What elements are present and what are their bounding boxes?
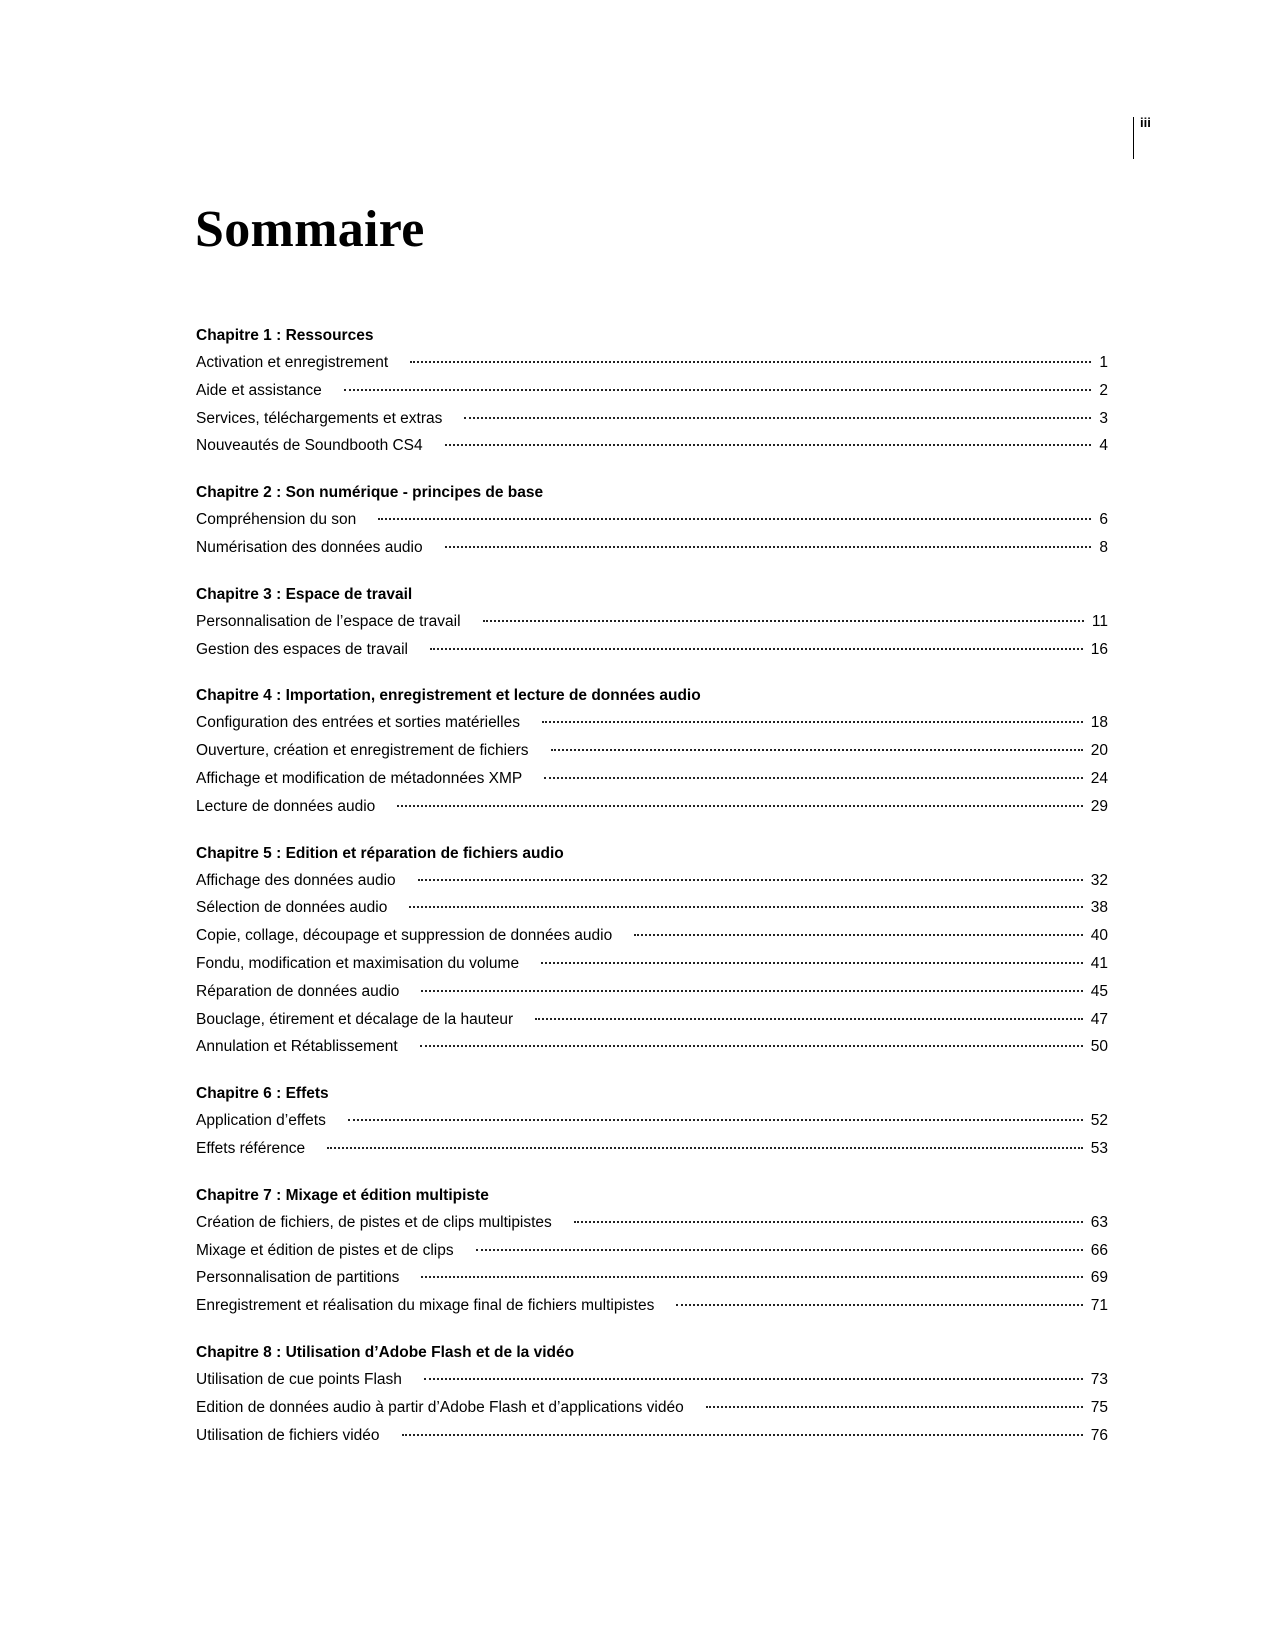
- toc-entry[interactable]: [196, 709, 1108, 737]
- toc-entry[interactable]: [196, 1209, 1108, 1237]
- toc-entry-label: Edition de données audio à partir d’Adobe Flash et d’applications vidéo: [196, 1398, 684, 1416]
- toc-chapter: [196, 682, 1108, 820]
- toc-entry[interactable]: [196, 737, 1108, 765]
- dot-leader: [348, 1118, 1083, 1121]
- dot-leader: [445, 545, 1092, 548]
- toc-entry[interactable]: [196, 405, 1108, 433]
- toc-entry-page-number: 1: [1099, 354, 1108, 371]
- toc-entry-page-number: 18: [1090, 714, 1108, 732]
- dot-leader: [541, 961, 1083, 964]
- toc-entry-label: Aide et assistance: [196, 381, 322, 399]
- dot-leader: [430, 647, 1083, 650]
- toc-entry[interactable]: [196, 922, 1108, 950]
- toc-entry[interactable]: [196, 1292, 1108, 1320]
- toc-entry-page-number: 3: [1099, 409, 1108, 427]
- toc-entry-label: Configuration des entrées et sorties matérielles: [196, 714, 520, 732]
- page-number: iii: [1140, 115, 1151, 130]
- chapter-title[interactable]: Chapitre 7 : Mixage et édition multipiste: [196, 1186, 489, 1204]
- toc-entry[interactable]: [196, 793, 1108, 821]
- toc-entry-page-number: 11: [1091, 612, 1108, 630]
- toc-entry[interactable]: [196, 867, 1108, 895]
- toc-chapter: [196, 1339, 1108, 1449]
- toc-entry[interactable]: [196, 1237, 1108, 1265]
- chapter-title[interactable]: Chapitre 8 : Utilisation d’Adobe Flash et de la vidéo: [196, 1343, 575, 1361]
- toc-chapter: [196, 1080, 1108, 1163]
- toc-entry-page-number: 63: [1090, 1213, 1108, 1231]
- toc-entry-page-number: 76: [1090, 1426, 1108, 1444]
- toc-entry-label: Utilisation de cue points Flash: [196, 1370, 402, 1388]
- toc-entry-page-number: 41: [1090, 954, 1108, 972]
- toc-entry-label: Enregistrement et réalisation du mixage final de fichiers multipistes: [196, 1297, 655, 1315]
- toc-entry-label: Réparation de données audio: [196, 982, 400, 1000]
- chapter-title[interactable]: Chapitre 5 : Edition et réparation de fichiers audio: [196, 844, 564, 862]
- dot-leader: [574, 1220, 1083, 1223]
- toc-entry-page-number: 32: [1090, 871, 1108, 889]
- dot-leader: [409, 905, 1082, 908]
- toc-entry-page-number: 24: [1090, 769, 1108, 787]
- toc-entry[interactable]: [196, 1422, 1108, 1450]
- toc-entry-label: Utilisation de fichiers vidéo: [196, 1426, 380, 1444]
- toc-entry-page-number: 50: [1090, 1038, 1108, 1056]
- toc-entry-label: Création de fichiers, de pistes et de clips multipistes: [196, 1213, 552, 1231]
- toc-entry[interactable]: [196, 894, 1108, 922]
- toc-entry-page-number: 75: [1090, 1398, 1108, 1416]
- toc-entry-label: Services, téléchargements et extras: [196, 409, 443, 427]
- toc-entry-label: Affichage des données audio: [196, 871, 396, 889]
- toc-entry[interactable]: [196, 978, 1108, 1006]
- dot-leader: [535, 1017, 1083, 1020]
- toc-entry-page-number: 4: [1099, 437, 1108, 455]
- dot-leader: [327, 1146, 1083, 1149]
- dot-leader: [420, 1044, 1083, 1047]
- toc-entry[interactable]: [196, 432, 1108, 460]
- page-marker-rule: [1133, 117, 1134, 159]
- chapter-title[interactable]: Chapitre 6 : Effets: [196, 1085, 329, 1103]
- toc-entry[interactable]: [196, 1033, 1108, 1061]
- toc-entry-page-number: 66: [1090, 1241, 1108, 1259]
- toc-entry-page-number: 2: [1099, 381, 1108, 399]
- toc-entry-label: Effets référence: [196, 1139, 306, 1157]
- dot-leader: [418, 878, 1083, 881]
- dot-leader: [542, 720, 1083, 723]
- toc-chapter: [196, 581, 1108, 664]
- toc-entry-label: Affichage et modification de métadonnées XMP: [196, 769, 523, 787]
- table-of-contents: [196, 322, 1108, 1468]
- toc-entry-page-number: 38: [1090, 899, 1108, 917]
- toc-entry-page-number: 53: [1090, 1139, 1108, 1157]
- dot-leader: [476, 1248, 1083, 1251]
- toc-entry-label: Bouclage, étirement et décalage de la hauteur: [196, 1010, 514, 1028]
- toc-entry-label: Personnalisation de partitions: [196, 1269, 400, 1287]
- toc-chapter: [196, 1182, 1108, 1320]
- toc-entry[interactable]: [196, 950, 1108, 978]
- toc-entry[interactable]: [196, 1006, 1108, 1034]
- toc-entry-page-number: 47: [1090, 1010, 1108, 1028]
- toc-entry-label: Mixage et édition de pistes et de clips: [196, 1241, 454, 1259]
- dot-leader: [464, 416, 1091, 419]
- toc-chapter: [196, 840, 1108, 1062]
- dot-leader: [544, 776, 1082, 779]
- dot-leader: [706, 1405, 1083, 1408]
- toc-entry-label: Ouverture, création et enregistrement de fichiers: [196, 742, 529, 760]
- toc-entry-page-number: 20: [1090, 742, 1108, 760]
- toc-entry-page-number: 52: [1090, 1112, 1108, 1130]
- toc-entry-label: Gestion des espaces de travail: [196, 640, 408, 658]
- toc-entry-page-number: 45: [1090, 982, 1108, 1000]
- toc-entry[interactable]: [196, 506, 1108, 534]
- dot-leader: [551, 748, 1083, 751]
- chapter-title[interactable]: Chapitre 4 : Importation, enregistrement et lecture de données audio: [196, 687, 701, 705]
- toc-entry[interactable]: [196, 636, 1108, 664]
- toc-entry[interactable]: [196, 534, 1108, 562]
- toc-entry[interactable]: [196, 1264, 1108, 1292]
- toc-entry-label: Numérisation des données audio: [196, 538, 423, 556]
- toc-entry[interactable]: [196, 377, 1108, 405]
- toc-entry-page-number: 8: [1099, 538, 1108, 556]
- toc-entry[interactable]: [196, 349, 1108, 377]
- dot-leader: [421, 989, 1082, 992]
- chapter-title[interactable]: Chapitre 3 : Espace de travail: [196, 585, 413, 603]
- toc-entry[interactable]: [196, 1394, 1108, 1422]
- toc-entry-label: Copie, collage, découpage et suppression de données audio: [196, 927, 613, 945]
- toc-entry[interactable]: [196, 1135, 1108, 1163]
- toc-entry-page-number: 6: [1099, 511, 1108, 529]
- dot-leader: [445, 443, 1092, 446]
- dot-leader: [483, 619, 1084, 622]
- toc-entry-page-number: 40: [1090, 927, 1108, 945]
- toc-entry[interactable]: [196, 1107, 1108, 1135]
- page-title: Sommaire: [195, 201, 425, 258]
- toc-entry[interactable]: [196, 765, 1108, 793]
- toc-entry-label: Compréhension du son: [196, 511, 357, 529]
- toc-entry-label: Personnalisation de l’espace de travail: [196, 612, 461, 630]
- dot-leader: [634, 933, 1083, 936]
- dot-leader: [676, 1303, 1082, 1306]
- toc-entry-page-number: 73: [1090, 1370, 1108, 1388]
- toc-entry-label: Annulation et Rétablissement: [196, 1038, 398, 1056]
- dot-leader: [378, 517, 1091, 520]
- toc-chapter: [196, 322, 1108, 460]
- dot-leader: [402, 1433, 1083, 1436]
- toc-entry[interactable]: [196, 608, 1108, 636]
- toc-entry-label: Activation et enregistrement: [196, 354, 389, 371]
- toc-entry-label: Nouveautés de Soundbooth CS4: [196, 437, 423, 455]
- toc-entry-label: Fondu, modification et maximisation du volume: [196, 954, 520, 972]
- dot-leader: [397, 804, 1082, 807]
- toc-entry-page-number: 16: [1090, 640, 1108, 658]
- dot-leader: [410, 360, 1091, 363]
- toc-entry[interactable]: [196, 1366, 1108, 1394]
- dot-leader: [344, 388, 1092, 391]
- dot-leader: [424, 1377, 1083, 1380]
- chapter-title[interactable]: Chapitre 1 : Ressources: [196, 327, 374, 344]
- dot-leader: [421, 1275, 1082, 1278]
- toc-entry-label: Lecture de données audio: [196, 797, 376, 815]
- toc-entry-page-number: 29: [1090, 797, 1108, 815]
- toc-entry-label: Application d’effets: [196, 1112, 326, 1130]
- toc-entry-page-number: 71: [1090, 1297, 1108, 1315]
- toc-chapter: [196, 479, 1108, 562]
- toc-entry-label: Sélection de données audio: [196, 899, 388, 917]
- toc-entry-page-number: 69: [1090, 1269, 1108, 1287]
- chapter-title[interactable]: Chapitre 2 : Son numérique - principes de base: [196, 484, 544, 502]
